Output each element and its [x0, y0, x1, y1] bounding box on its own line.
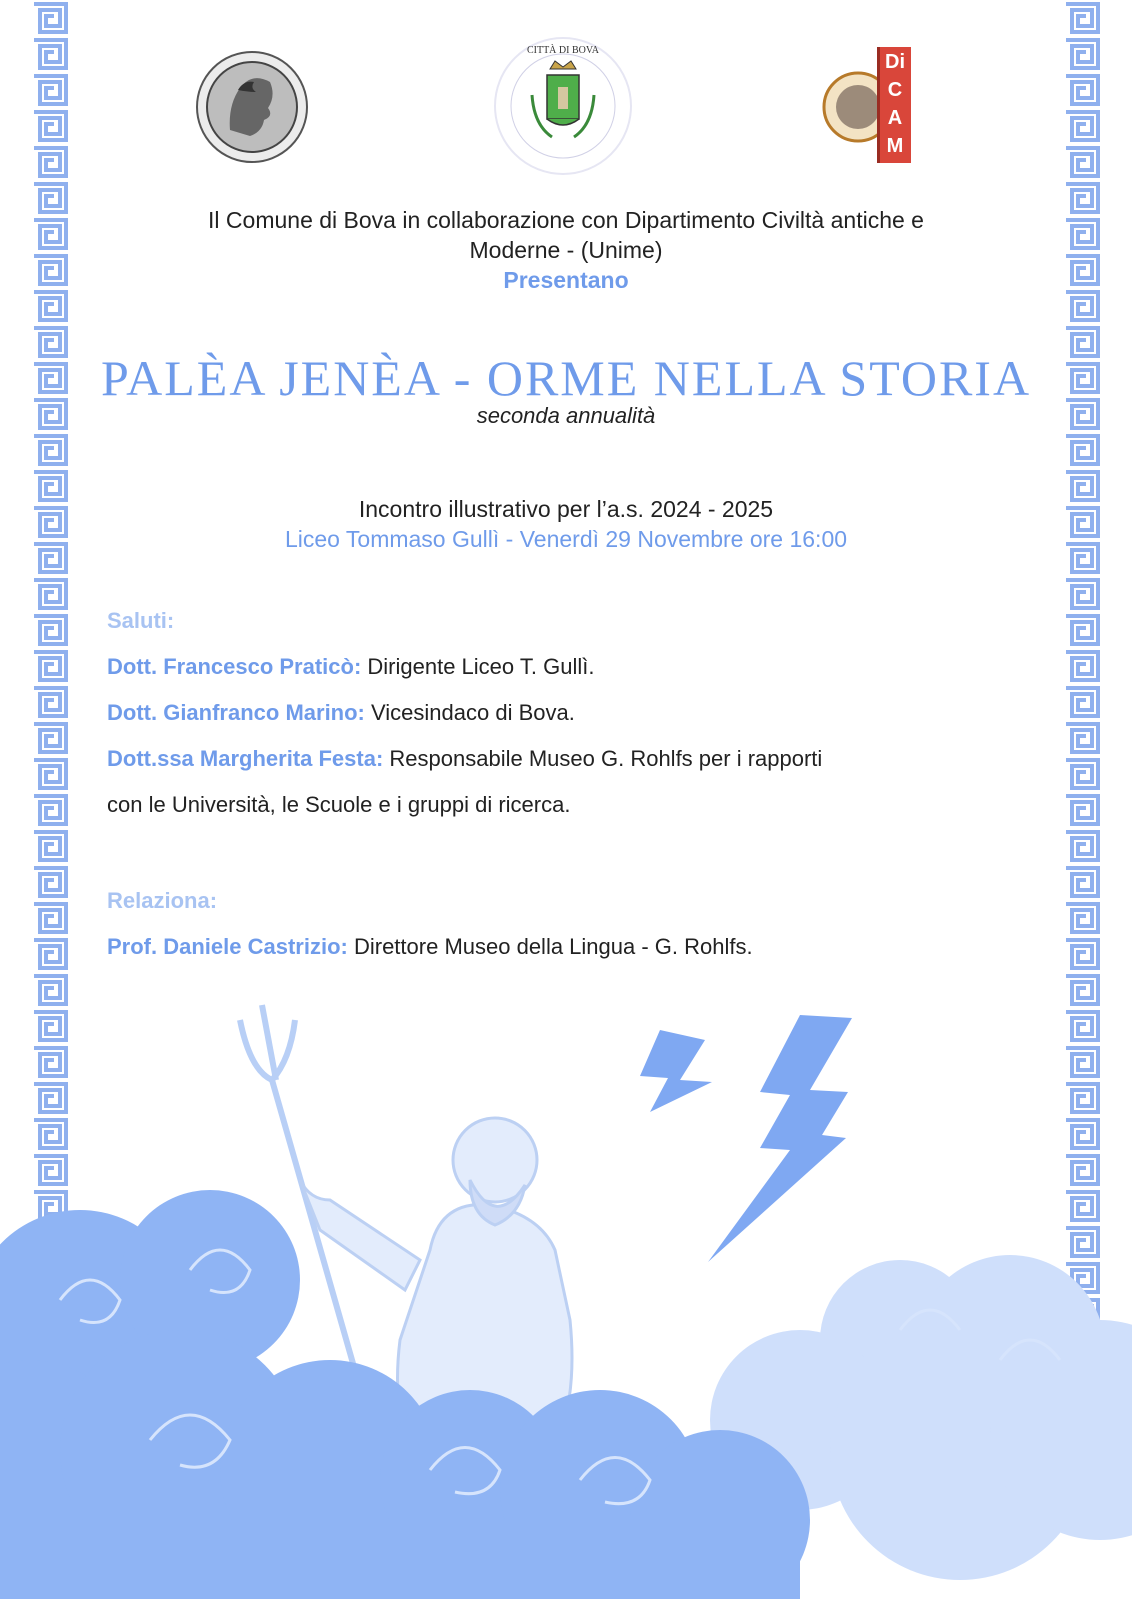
saluti-label: Saluti:: [107, 608, 175, 633]
intro-line-1: Il Comune di Bova in collaborazione con Dipartimento Civiltà antiche e: [208, 207, 924, 233]
speaker-role: Responsabile Museo G. Rohlfs per i rapporti: [389, 746, 823, 771]
presentano-label: Presentano: [503, 267, 629, 293]
dicam-letter: A: [887, 107, 903, 129]
speaker-role: Vicesindaco di Bova.: [371, 700, 575, 725]
relaziona-label: Relaziona:: [107, 888, 218, 913]
intro-text: [100, 205, 1032, 295]
speaker-name: Dott. Francesco Praticò:: [107, 654, 362, 679]
saluti-item: [107, 744, 1007, 774]
saluti-item: [107, 698, 1007, 728]
speaker-role: Dirigente Liceo T. Gullì.: [367, 654, 595, 679]
saluti-item-continuation: con le Università, le Scuole e i gruppi di ricerca.: [107, 792, 571, 817]
speaker-role: Direttore Museo della Lingua - G. Rohlfs.: [353, 934, 753, 959]
event-title: PALÈA JENÈA - ORME NELLA STORIA: [100, 350, 1032, 406]
dicam-letter: Di: [885, 51, 905, 73]
lightning-bolt-icon: [640, 1030, 712, 1112]
meeting-description: Incontro illustrativo per l’a.s. 2024 - 2025: [358, 496, 774, 522]
dicam-letter: C: [887, 79, 903, 101]
intro-line-2: Moderne - (Unime): [469, 237, 663, 263]
saluti-item: [107, 652, 1007, 682]
lightning-bolt-icon: [708, 1015, 852, 1262]
citta-di-bova-crest: [492, 35, 634, 177]
speaker-name: Dott. Gianfranco Marino:: [107, 700, 365, 725]
dicam-letter: M: [886, 135, 904, 157]
event-subtitle: seconda annualità: [476, 403, 656, 428]
meeting-location-date: Liceo Tommaso Gullì - Venerdì 29 Novembre ore 16:00: [284, 526, 848, 552]
dicam-letters: [880, 48, 910, 160]
poseidon-illustration: [0, 1000, 1132, 1599]
speaker-name: Prof. Daniele Castrizio:: [107, 934, 348, 959]
liceo-coin-logo: [190, 50, 315, 165]
speaker-name: Dott.ssa Margherita Festa:: [107, 746, 384, 771]
relaziona-item: [107, 932, 1007, 962]
crest-top-text: CITTÀ DI BOVA: [526, 45, 600, 56]
